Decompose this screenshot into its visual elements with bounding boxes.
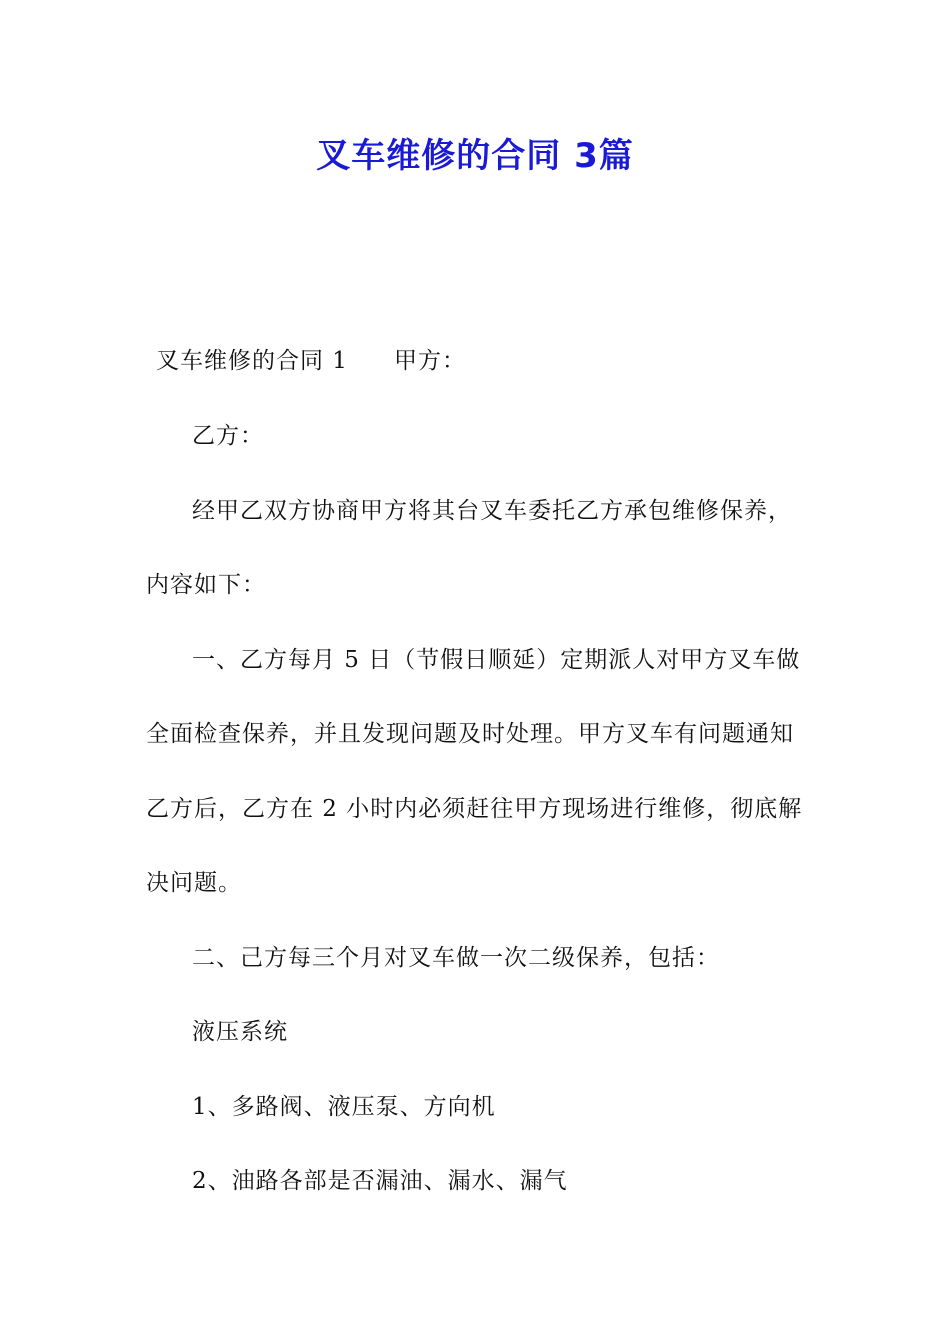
paragraph-line: 乙方后，乙方在 2 小时内必须赶往甲方现场进行维修，彻底解 bbox=[146, 796, 803, 822]
contract-heading bbox=[156, 346, 466, 376]
paragraph-line: 经甲乙双方协商甲方将其台叉车委托乙方承包维修保养， bbox=[192, 498, 792, 524]
paragraph-line: 一、乙方每月 5 日（节假日顺延）定期派人对甲方叉车做 bbox=[192, 647, 801, 673]
section-heading: 液压系统 bbox=[192, 1019, 288, 1045]
paragraph-line: 二、己方每三个月对叉车做一次二级保养，包括： bbox=[192, 945, 720, 971]
contract-name: 叉车维修的合同 1 bbox=[156, 348, 348, 374]
party-b-label: 乙方： bbox=[192, 423, 264, 449]
paragraph-line: 全面检查保养，并且发现问题及时处理。甲方叉车有问题通知 bbox=[146, 721, 794, 747]
party-a-label: 甲方： bbox=[393, 348, 466, 374]
list-item: 1、多路阀、液压泵、方向机 bbox=[192, 1094, 496, 1120]
document-title: 叉车维修的合同 3篇 bbox=[316, 136, 634, 176]
paragraph-line: 内容如下： bbox=[146, 572, 266, 598]
list-item: 2、油路各部是否漏油、漏水、漏气 bbox=[192, 1168, 568, 1194]
paragraph-line: 决问题。 bbox=[146, 870, 242, 896]
